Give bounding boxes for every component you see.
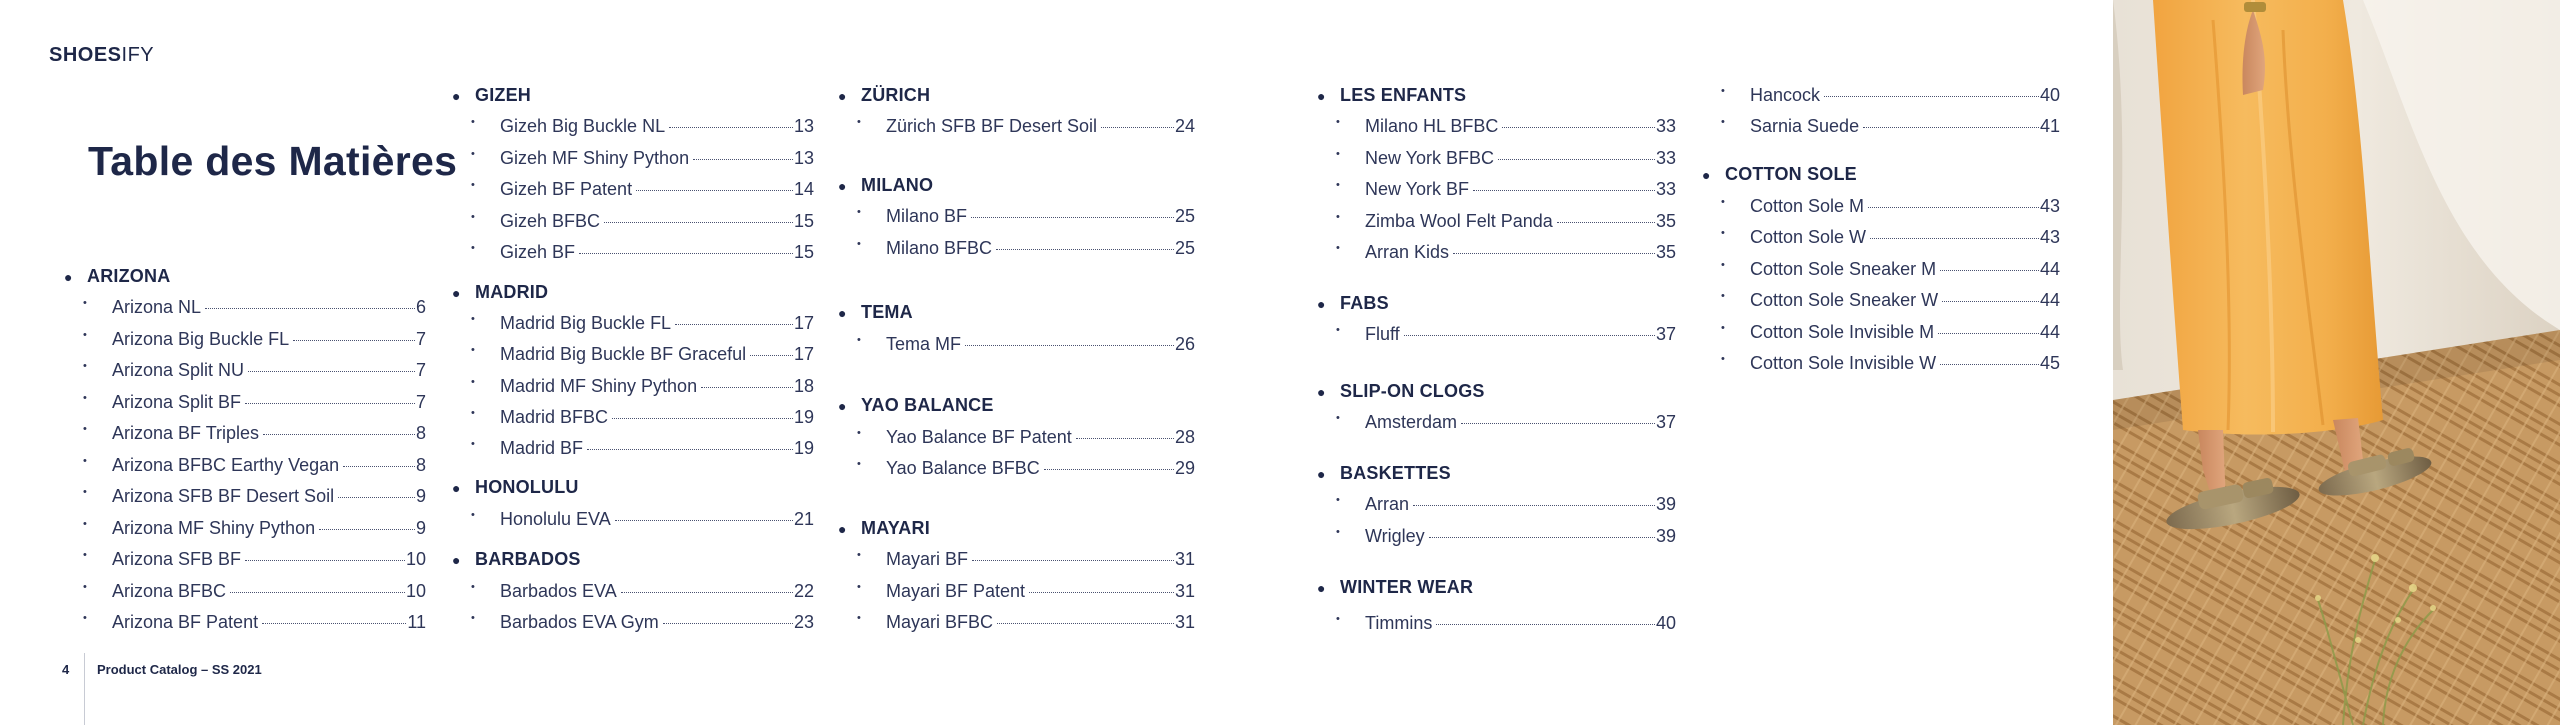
toc-entry[interactable]: [1336, 148, 1676, 169]
toc-entry-label: Hancock: [1750, 85, 1821, 105]
bullet-icon: •: [1721, 227, 1725, 239]
dot-leader: [1436, 624, 1655, 625]
bullet-icon: •: [1721, 322, 1725, 334]
dot-leader: [338, 497, 415, 498]
toc-entry-page: 15: [793, 242, 814, 262]
bullet-icon: •: [471, 116, 475, 128]
toc-entry[interactable]: [83, 360, 426, 381]
toc-entry-label: New York BFBC: [1365, 148, 1495, 168]
toc-entry[interactable]: [857, 238, 1195, 259]
bullet-icon: •: [1721, 196, 1725, 208]
toc-entry-page: 45: [2039, 353, 2060, 373]
bullet-icon: •: [1721, 259, 1725, 271]
toc-entry-page: 26: [1174, 334, 1195, 354]
dot-leader: [1824, 96, 2039, 97]
bullet-icon: •: [857, 612, 861, 624]
toc-entry-label: Madrid BF: [500, 438, 584, 458]
toc-entry-page: 7: [415, 360, 426, 380]
toc-entry-page: 41: [2039, 116, 2060, 136]
toc-entry-label: Cotton Sole Invisible M: [1750, 322, 1935, 342]
toc-entry-page: 6: [415, 297, 426, 317]
toc-entry[interactable]: [857, 549, 1195, 570]
toc-entry-page: 15: [793, 211, 814, 231]
toc-entry[interactable]: [471, 581, 814, 602]
bullet-icon: ●: [1317, 580, 1326, 596]
dot-leader: [1453, 253, 1655, 254]
dot-leader: [263, 434, 415, 435]
dot-leader: [615, 520, 793, 521]
toc-entry[interactable]: [857, 206, 1195, 227]
bullet-icon: •: [83, 518, 87, 530]
dot-leader: [343, 466, 415, 467]
dot-leader: [1870, 238, 2039, 239]
bullet-icon: •: [83, 360, 87, 372]
bullet-icon: •: [1336, 613, 1340, 625]
toc-entry-page: 31: [1174, 581, 1195, 601]
toc-entry-label: Milano BF: [886, 206, 968, 226]
footer-label: Product Catalog – SS 2021: [97, 662, 262, 677]
toc-entry-page: 8: [415, 455, 426, 475]
toc-entry-label: Zimba Wool Felt Panda: [1365, 211, 1553, 231]
bullet-icon: •: [471, 581, 475, 593]
toc-entry[interactable]: [1336, 412, 1676, 433]
bullet-icon: •: [857, 581, 861, 593]
toc-entry-page: 44: [2039, 322, 2060, 342]
toc-entry-page: 9: [415, 518, 426, 538]
toc-entry[interactable]: [83, 518, 426, 539]
toc-entry[interactable]: [857, 427, 1195, 448]
toc-entry[interactable]: [857, 334, 1195, 355]
toc-entry-page: 24: [1174, 116, 1195, 136]
toc-entry-page: 17: [793, 344, 814, 364]
toc-entry-page: 33: [1655, 179, 1676, 199]
toc-entry-page: 21: [793, 509, 814, 529]
toc-entry-label: Arizona SFB BF Desert Soil: [112, 486, 335, 506]
dot-leader: [996, 249, 1174, 250]
bullet-icon: ●: [838, 398, 847, 414]
bullet-icon: •: [83, 486, 87, 498]
toc-entry-label: Milano BFBC: [886, 238, 993, 258]
bullet-icon: •: [83, 455, 87, 467]
toc-entry-page: 44: [2039, 259, 2060, 279]
bullet-icon: •: [857, 458, 861, 470]
bullet-icon: •: [471, 344, 475, 356]
toc-entry-page: 13: [793, 116, 814, 136]
toc-entry-page: 37: [1655, 324, 1676, 344]
toc-entry-label: Arizona Split BF: [112, 392, 242, 412]
dot-leader: [205, 308, 415, 309]
toc-section-heading: ● GIZEH: [452, 85, 532, 105]
bullet-icon: •: [471, 509, 475, 521]
toc-entry-label: Sarnia Suede: [1750, 116, 1860, 136]
toc-entry[interactable]: [471, 612, 814, 633]
toc-entry[interactable]: [1336, 242, 1676, 263]
toc-entry[interactable]: [857, 458, 1195, 479]
dot-leader: [1029, 592, 1174, 593]
toc-section-heading: ● SLIP-ON CLOGS: [1317, 381, 1485, 401]
dot-leader: [750, 355, 793, 356]
toc-entry-page: 8: [415, 423, 426, 443]
toc-entry-label: Arran: [1365, 494, 1410, 514]
page-title: Table des Matières: [88, 138, 458, 184]
dot-leader: [1557, 222, 1655, 223]
dot-leader: [1863, 127, 2039, 128]
toc-entry[interactable]: [471, 116, 814, 137]
dot-leader: [1044, 469, 1174, 470]
toc-entry-page: 17: [793, 313, 814, 333]
toc-entry[interactable]: [857, 581, 1195, 602]
bullet-icon: ●: [64, 269, 73, 285]
dot-leader: [965, 345, 1174, 346]
dot-leader: [262, 623, 406, 624]
toc-entry-label: Cotton Sole Invisible W: [1750, 353, 1937, 373]
toc-entry-label: Arizona BF Triples: [112, 423, 260, 443]
dot-leader: [1461, 423, 1655, 424]
toc-entry-page: 9: [415, 486, 426, 506]
toc-entry[interactable]: [83, 581, 426, 602]
toc-entry-page: 23: [793, 612, 814, 632]
bullet-icon: •: [1336, 211, 1340, 223]
bullet-icon: •: [83, 423, 87, 435]
toc-entry-label: New York BF: [1365, 179, 1470, 199]
toc-entry-page: 29: [1174, 458, 1195, 478]
bullet-icon: •: [857, 334, 861, 346]
toc-entry-label: Mayari BFBC: [886, 612, 994, 632]
dot-leader: [972, 560, 1174, 561]
toc-entry-page: 25: [1174, 206, 1195, 226]
toc-entry-page: 33: [1655, 148, 1676, 168]
dot-leader: [248, 371, 415, 372]
toc-entry[interactable]: [471, 407, 814, 428]
toc-entry[interactable]: [83, 329, 426, 350]
bullet-icon: •: [1721, 85, 1725, 97]
toc-entry-page: 13: [793, 148, 814, 168]
bullet-icon: •: [857, 206, 861, 218]
toc-entry-label: Gizeh BFBC: [500, 211, 601, 231]
toc-entry[interactable]: [83, 392, 426, 413]
bullet-icon: ●: [838, 521, 847, 537]
dot-leader: [587, 449, 793, 450]
bullet-icon: •: [1336, 412, 1340, 424]
dot-leader: [971, 217, 1174, 218]
toc-entry-label: Cotton Sole M: [1750, 196, 1865, 216]
toc-entry-label: Madrid Big Buckle BF Graceful: [500, 344, 747, 364]
dot-leader: [230, 592, 405, 593]
toc-entry-page: 10: [405, 549, 426, 569]
dot-leader: [1940, 270, 2039, 271]
bullet-icon: •: [857, 549, 861, 561]
toc-section-heading: ● MADRID: [452, 282, 549, 302]
dot-leader: [1076, 438, 1174, 439]
toc-section-heading: ● ZÜRICH: [838, 85, 931, 105]
toc-entry-label: Tema MF: [886, 334, 962, 354]
dot-leader: [693, 159, 793, 160]
bullet-icon: •: [83, 612, 87, 624]
toc-entry-label: Gizeh BF Patent: [500, 179, 633, 199]
bullet-icon: •: [471, 242, 475, 254]
photo-illustration: [2113, 0, 2560, 725]
toc-entry-label: Mayari BF Patent: [886, 581, 1026, 601]
toc-entry-page: 19: [793, 407, 814, 427]
toc-entry-page: 39: [1655, 526, 1676, 546]
dot-leader: [675, 324, 793, 325]
bullet-icon: ●: [1702, 167, 1711, 183]
dot-leader: [663, 623, 793, 624]
toc-entry-page: 31: [1174, 549, 1195, 569]
toc-entry-page: 35: [1655, 242, 1676, 262]
toc-entry-page: 39: [1655, 494, 1676, 514]
bullet-icon: •: [471, 313, 475, 325]
toc-entry-label: Timmins: [1365, 613, 1433, 633]
page-number: 4: [62, 662, 70, 677]
bullet-icon: •: [83, 581, 87, 593]
dot-leader: [636, 190, 793, 191]
toc-section-heading: ● BARBADOS: [452, 549, 581, 569]
toc-entry[interactable]: [1336, 211, 1676, 232]
toc-entry-page: 7: [415, 329, 426, 349]
dot-leader: [612, 418, 793, 419]
toc-entry[interactable]: [1721, 353, 2060, 374]
toc-entry-page: 43: [2039, 196, 2060, 216]
toc-entry-label: Yao Balance BF Patent: [886, 427, 1072, 447]
dot-leader: [1429, 537, 1655, 538]
bullet-icon: •: [83, 392, 87, 404]
toc-entry-page: 7: [415, 392, 426, 412]
dot-leader: [1942, 301, 2039, 302]
toc-entry-label: Mayari BF: [886, 549, 969, 569]
toc-entry-label: Arizona BF Patent: [112, 612, 259, 632]
toc-entry-label: Madrid Big Buckle FL: [500, 313, 672, 333]
dot-leader: [245, 403, 415, 404]
toc-entry[interactable]: [83, 612, 426, 633]
dot-leader: [604, 222, 793, 223]
toc-section-heading: ● YAO BALANCE: [838, 395, 994, 415]
toc-section-heading: ● WINTER WEAR: [1317, 577, 1474, 597]
bullet-icon: •: [1336, 242, 1340, 254]
toc-section-heading: ● MILANO: [838, 175, 934, 195]
bullet-icon: ●: [838, 88, 847, 104]
toc-entry-page: 43: [2039, 227, 2060, 247]
bullet-icon: •: [857, 116, 861, 128]
toc-entry-label: Arizona SFB BF: [112, 549, 242, 569]
toc-entry-page: 18: [793, 376, 814, 396]
bullet-icon: •: [1336, 116, 1340, 128]
toc-entry-label: Arizona BFBC: [112, 581, 227, 601]
toc-section-heading: ● HONOLULU: [452, 477, 579, 497]
toc-entry-page: 14: [793, 179, 814, 199]
toc-entry-label: Honolulu EVA: [500, 509, 611, 529]
toc-entry-label: Zürich SFB BF Desert Soil: [886, 116, 1098, 136]
toc-entry[interactable]: [471, 509, 814, 530]
toc-entry[interactable]: [471, 211, 814, 232]
bullet-icon: •: [471, 376, 475, 388]
page-footer: [62, 653, 262, 725]
toc-entry-label: Gizeh MF Shiny Python: [500, 148, 690, 168]
bullet-icon: •: [471, 612, 475, 624]
brand-logo: SHOESIFY: [49, 44, 155, 66]
toc-entry-label: Fluff: [1365, 324, 1400, 344]
bullet-icon: •: [471, 148, 475, 160]
bullet-icon: •: [83, 329, 87, 341]
toc-entry[interactable]: [1721, 116, 2060, 137]
bullet-icon: •: [857, 238, 861, 250]
bullet-icon: ●: [1317, 296, 1326, 312]
toc-entry[interactable]: [83, 297, 426, 318]
bullet-icon: ●: [1317, 384, 1326, 400]
bullet-icon: •: [1336, 494, 1340, 506]
bullet-icon: ●: [1317, 466, 1326, 482]
toc-section-heading: ● TEMA: [838, 302, 913, 322]
toc-section-heading: ● COTTON SOLE: [1702, 164, 1857, 184]
toc-entry-label: Cotton Sole Sneaker M: [1750, 259, 1937, 279]
toc-entry-page: 11: [407, 612, 426, 632]
toc-entry[interactable]: [857, 612, 1195, 633]
toc-entry[interactable]: [471, 148, 814, 169]
dot-leader: [1473, 190, 1655, 191]
toc-entry-page: 37: [1655, 412, 1676, 432]
bullet-icon: •: [1336, 179, 1340, 191]
toc-entry-page: 31: [1174, 612, 1195, 632]
toc-entry[interactable]: [471, 344, 814, 365]
bullet-icon: •: [1336, 324, 1340, 336]
toc-entry[interactable]: [1721, 85, 2060, 106]
toc-entry-label: Madrid BFBC: [500, 407, 609, 427]
toc-entry-page: 33: [1655, 116, 1676, 136]
toc-entry[interactable]: [1336, 324, 1676, 345]
bullet-icon: •: [471, 211, 475, 223]
toc-section-heading: ● FABS: [1317, 293, 1389, 313]
dot-leader: [1868, 207, 2039, 208]
bullet-icon: •: [1336, 526, 1340, 538]
toc-entry-page: 22: [793, 581, 814, 601]
toc-entry[interactable]: [1336, 179, 1676, 200]
dot-leader: [621, 592, 793, 593]
toc-entry-label: Wrigley: [1365, 526, 1425, 546]
toc-entry[interactable]: [83, 486, 426, 507]
toc-section-heading: ● MAYARI: [838, 518, 930, 538]
toc-entry-label: Arizona BFBC Earthy Vegan: [112, 455, 340, 475]
toc-entry[interactable]: [1336, 116, 1676, 137]
toc-entry[interactable]: [1721, 196, 2060, 217]
toc-entry-label: Amsterdam: [1365, 412, 1458, 432]
toc-entry-label: Arizona MF Shiny Python: [112, 518, 316, 538]
toc-entry[interactable]: [1336, 494, 1676, 515]
toc-entry[interactable]: [1336, 613, 1676, 634]
bullet-icon: ●: [452, 480, 461, 496]
bullet-icon: •: [1721, 116, 1725, 128]
toc-entry[interactable]: [471, 313, 814, 334]
bullet-icon: •: [471, 179, 475, 191]
dot-leader: [579, 253, 793, 254]
bullet-icon: ●: [1317, 88, 1326, 104]
dot-leader: [701, 387, 793, 388]
toc-entry[interactable]: [83, 423, 426, 444]
toc-entry[interactable]: [1721, 227, 2060, 248]
toc-section-heading: ● ARIZONA: [64, 266, 171, 286]
toc-section-heading: ● BASKETTES: [1317, 463, 1451, 483]
toc-entry[interactable]: [471, 376, 814, 397]
toc-entry-label: Barbados EVA: [500, 581, 617, 601]
dot-leader: [997, 623, 1174, 624]
bullet-icon: •: [83, 297, 87, 309]
toc-entry[interactable]: [471, 179, 814, 200]
toc-entry-page: 40: [1655, 613, 1676, 633]
dot-leader: [1938, 333, 2039, 334]
dot-leader: [1502, 127, 1655, 128]
toc-entry[interactable]: [1336, 526, 1676, 547]
toc-entry-label: Arran Kids: [1365, 242, 1450, 262]
toc-entry-label: Arizona Split NU: [112, 360, 245, 380]
toc-entry[interactable]: [1721, 322, 2060, 343]
toc-entry-label: Yao Balance BFBC: [886, 458, 1040, 478]
dot-leader: [1404, 335, 1655, 336]
bullet-icon: •: [471, 438, 475, 450]
toc-entry-label: Arizona Big Buckle FL: [112, 329, 290, 349]
bullet-icon: ●: [452, 552, 461, 568]
toc-entry[interactable]: [1721, 290, 2060, 311]
footer-divider: [84, 653, 85, 725]
toc-entry-page: 25: [1174, 238, 1195, 258]
toc-entry-label: Gizeh BF: [500, 242, 576, 262]
product-photo: [2113, 0, 2560, 725]
bullet-icon: ●: [452, 88, 461, 104]
bullet-icon: ●: [838, 178, 847, 194]
toc-entry[interactable]: [83, 549, 426, 570]
dot-leader: [1940, 364, 2039, 365]
bullet-icon: •: [1721, 353, 1725, 365]
toc-entry-label: Cotton Sole Sneaker W: [1750, 290, 1939, 310]
toc-entry[interactable]: [83, 455, 426, 476]
toc-entry-page: 35: [1655, 211, 1676, 231]
toc-entry-label: Arizona NL: [112, 297, 202, 317]
toc-entry[interactable]: [471, 438, 814, 459]
toc-entry-page: 44: [2039, 290, 2060, 310]
dot-leader: [1498, 159, 1655, 160]
toc-entry-page: 19: [793, 438, 814, 458]
toc-section-heading: ● LES ENFANTS: [1317, 85, 1467, 105]
bullet-icon: •: [1336, 148, 1340, 160]
toc-entry-page: 10: [405, 581, 426, 601]
bullet-icon: ●: [452, 285, 461, 301]
toc-entry[interactable]: [471, 242, 814, 263]
bullet-icon: •: [857, 427, 861, 439]
dot-leader: [293, 340, 415, 341]
bullet-icon: •: [1721, 290, 1725, 302]
toc-entry-page: 28: [1174, 427, 1195, 447]
toc-entry[interactable]: [857, 116, 1195, 137]
toc-entry-label: Gizeh Big Buckle NL: [500, 116, 666, 136]
dot-leader: [319, 529, 415, 530]
toc-entry[interactable]: [1721, 259, 2060, 280]
dot-leader: [1413, 505, 1655, 506]
bullet-icon: ●: [838, 305, 847, 321]
dot-leader: [669, 127, 793, 128]
dot-leader: [245, 560, 405, 561]
toc-entry-label: Madrid MF Shiny Python: [500, 376, 698, 396]
bullet-icon: •: [471, 407, 475, 419]
dot-leader: [1101, 127, 1174, 128]
toc-entry-label: Barbados EVA Gym: [500, 612, 659, 632]
toc-entry-page: 40: [2039, 85, 2060, 105]
toc-entry-label: Milano HL BFBC: [1365, 116, 1499, 136]
bullet-icon: •: [83, 549, 87, 561]
toc-entry-label: Cotton Sole W: [1750, 227, 1867, 247]
